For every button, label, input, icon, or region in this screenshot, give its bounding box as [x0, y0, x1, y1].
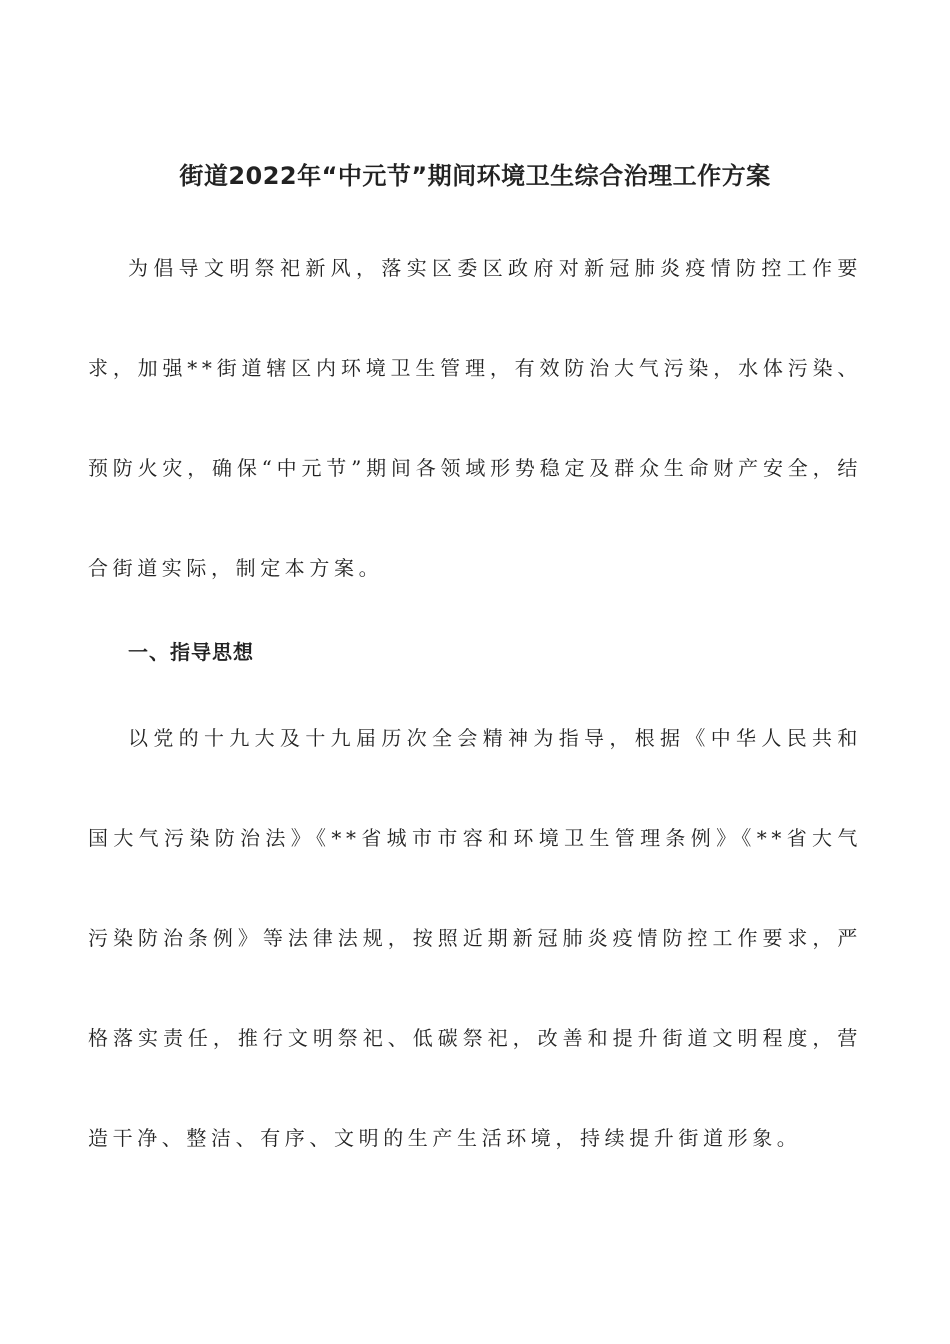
section-heading-guiding-ideology: 一、指导思想	[128, 640, 254, 664]
intro-paragraph: 为倡导文明祭祀新风，落实区委区政府对新冠肺炎疫情防控工作要求，加强**街道辖区内环境卫生管理，有效防治大气污染，水体污染、预防火灾，确保“中元节”期间各领域形势稳定及群众生命财产安全，结合街道实际，制定本方案。	[88, 256, 862, 580]
section-body-guiding-ideology: 以党的十九大及十九届历次全会精神为指导，根据《中华人民共和国大气污染防治法》《**省城市市容和环境卫生管理条例》《**省大气污染防治条例》等法律法规，按照近期新冠肺炎疫情防控工作要求，严格落实责任，推行文明祭祀、低碳祭祀，改善和提升街道文明程度，营造干净、整洁、有序、文明的生产生活环境，持续提升街道形象。	[88, 726, 862, 1150]
document-title: 街道2022年“中元节”期间环境卫生综合治理工作方案	[179, 162, 771, 190]
